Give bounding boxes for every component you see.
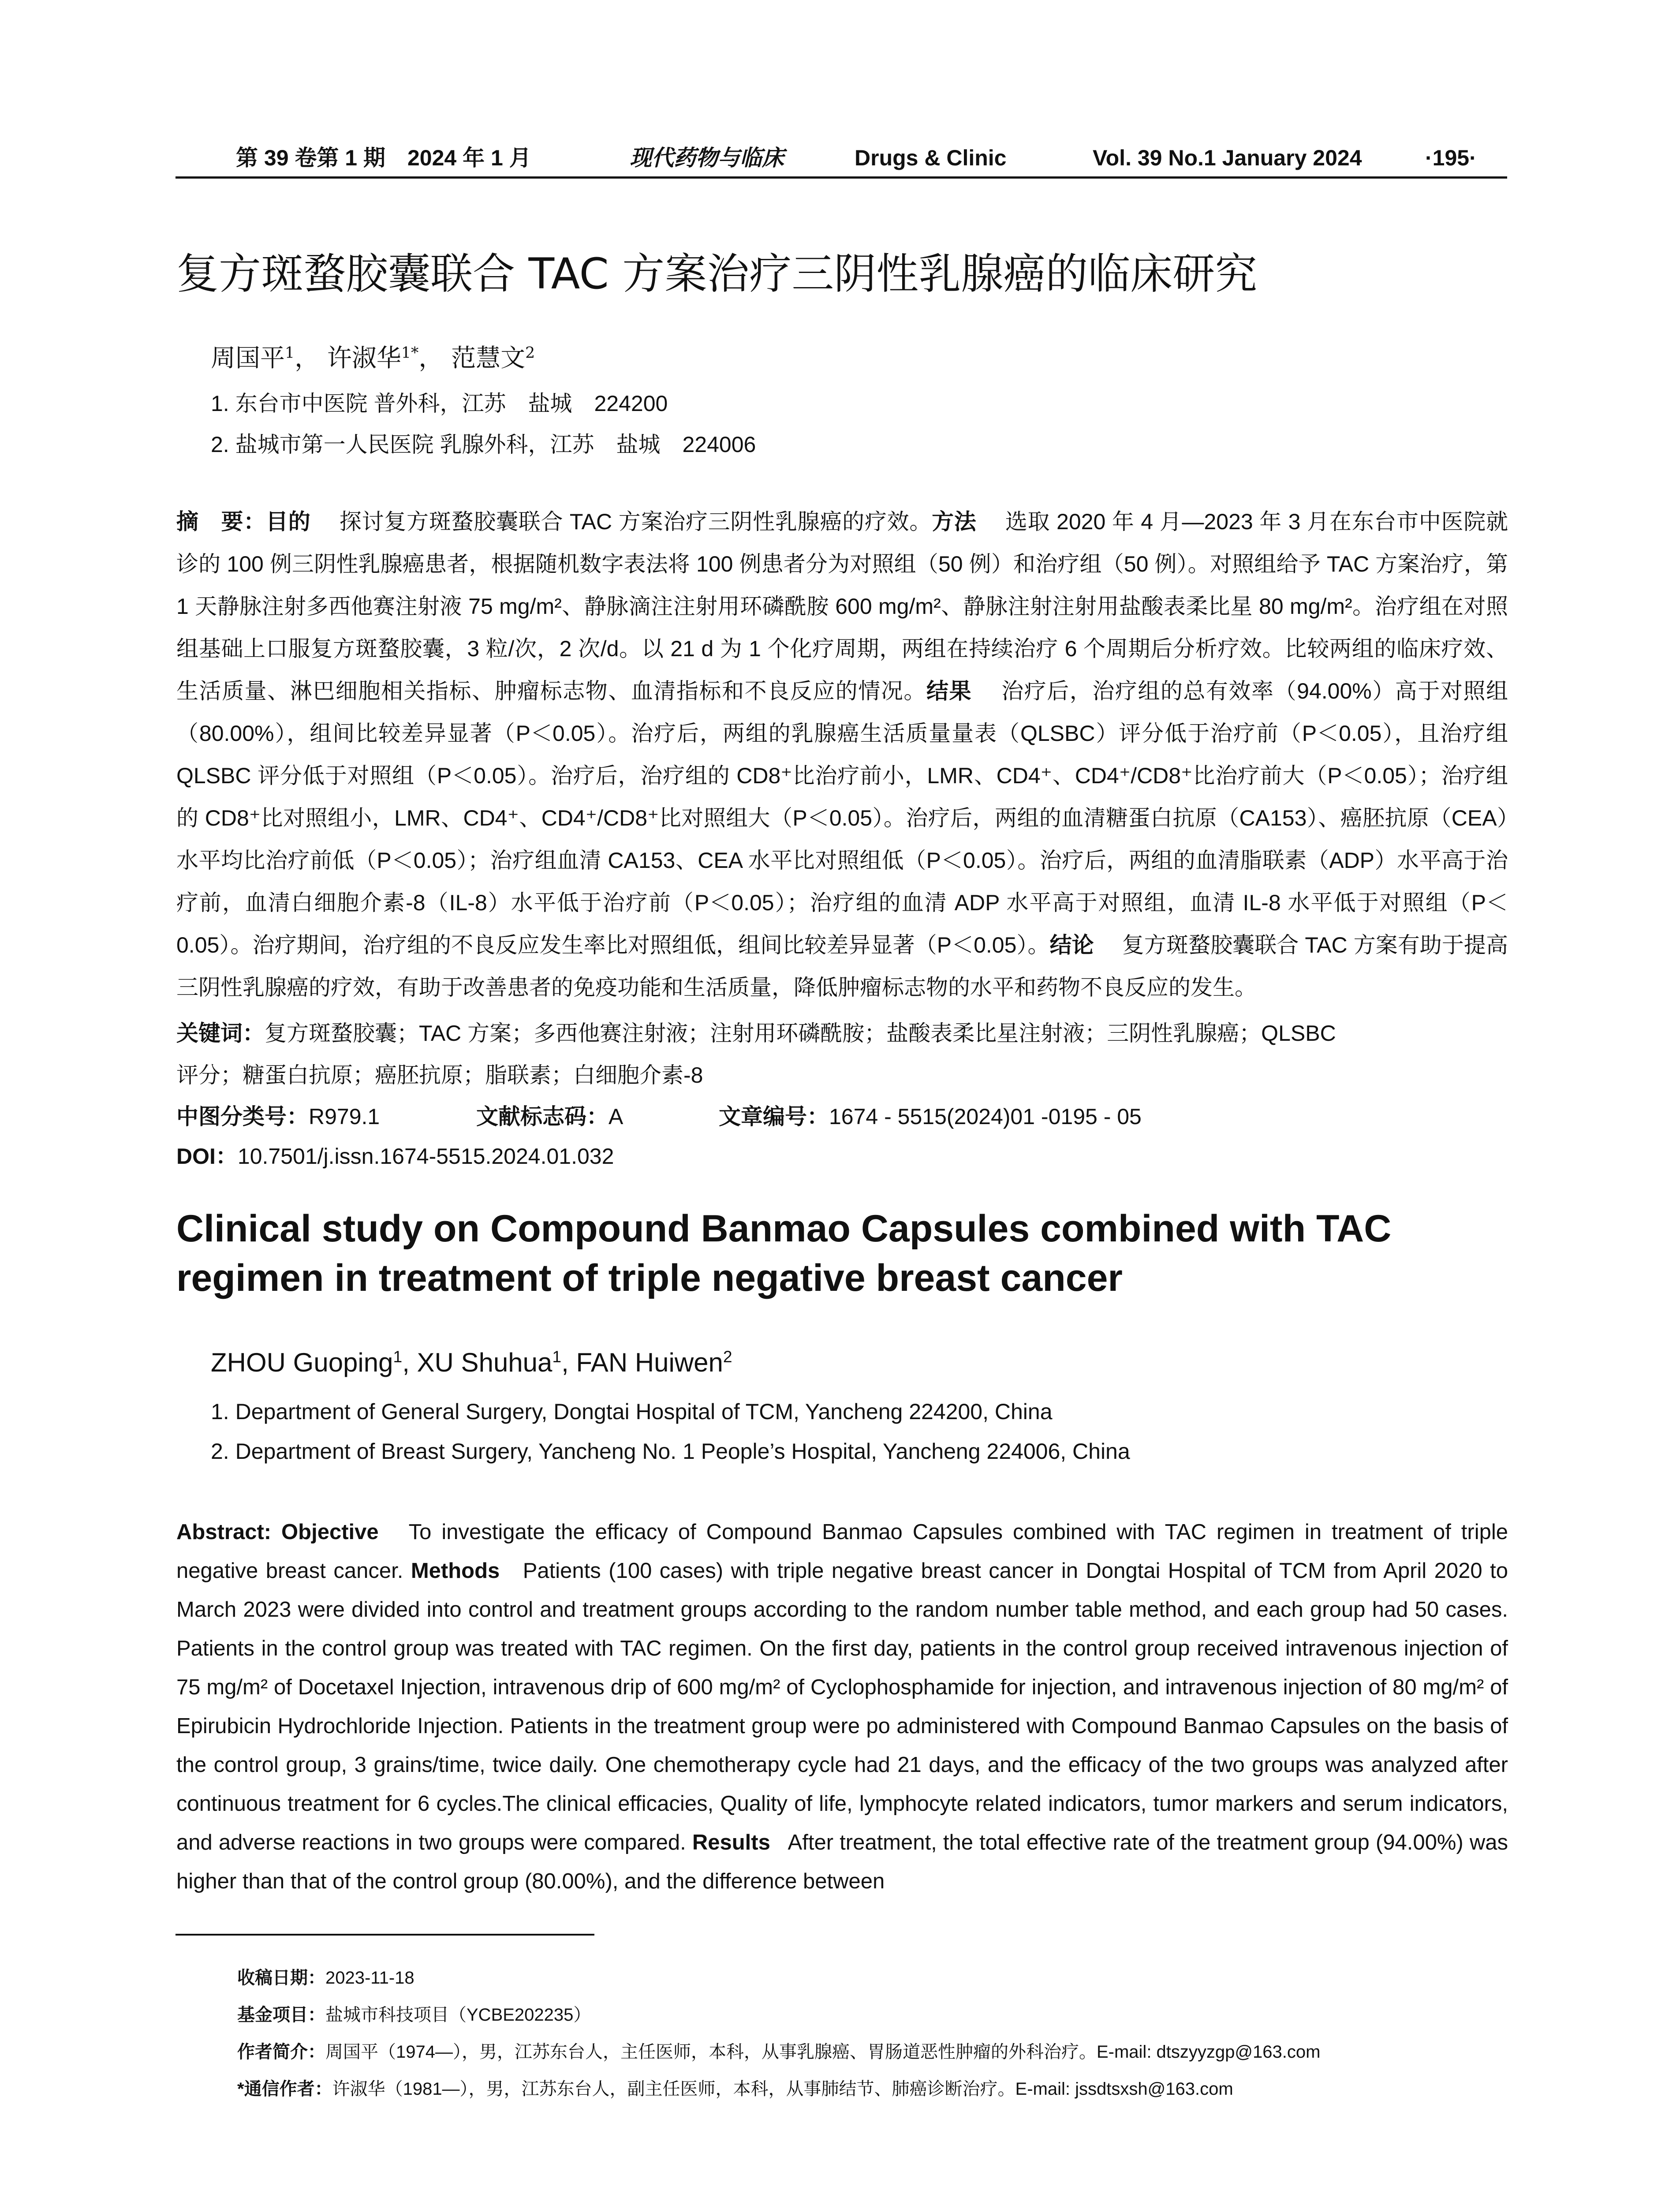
footnote-label: 收稿日期： — [237, 1968, 325, 1988]
cn-results-label: 结果 — [926, 679, 972, 703]
cn-keywords — [176, 1016, 1336, 1047]
en-author-name: XU Shuhua — [417, 1348, 553, 1377]
en-author-name: ZHOU Guoping — [211, 1348, 393, 1377]
footnote-text: 许淑华（1981—），男，江苏东台人，副主任医师，本科，从事肺结节、肺癌诊断治疗。E-mail: jssdtsxsh@163.com — [332, 2079, 1233, 2099]
cn-conclusion-label: 结论 — [1049, 933, 1094, 957]
cn-methods-label: 方法 — [932, 509, 977, 534]
en-abstract-label: Abstract: Objective — [176, 1520, 379, 1544]
en-results-text: After treatment, the total effective rate of the treatment group (94.00%) was higher than that of the control group (80.00%), and the difference between — [176, 1831, 1508, 1893]
footnote-rule — [175, 1934, 594, 1936]
en-author-sup: 1 — [552, 1347, 562, 1366]
footnote-received — [237, 1964, 414, 1989]
cn-author-sup: 1 — [285, 344, 295, 362]
en-methods-text: Patients (100 cases) with triple negative breast cancer in Dongtai Hospital of TCM from April 2020 to March 2023 were divided into control and treatment groups according to the random number table method, and each group had 50 cases. Patients in the control group was treated with TAC regimen. On the first day, patients in the control group received intravenous injection of 75 mg/m² of Docetaxel Injection, intravenous drip of 600 mg/m² of Cyclophosphamide for injection, and intravenous injection of 80 mg/m² of Epirubicin Hydrochloride Injection. Patients in the treatment group were po administered with Compound Banmao Capsules on the basis of the control group, 3 grains/time, twice daily. One chemotherapy cycle had 21 days, and the efficacy of the two groups was analyzed after continuous treatment for 6 cycles.The clinical efficacies, Quality of life, lymphocyte related indicators, tumor markers and serum indicators, and adverse reactions in two groups were compared. — [176, 1559, 1508, 1854]
cn-abstract — [176, 501, 1508, 1009]
footnote-text: 周国平（1974—），男，江苏东台人，主任医师，本科，从事乳腺癌、胃肠道恶性肿瘤的外科治疗。E-mail: dtszyyzgp@163.com — [325, 2042, 1321, 2062]
cn-doccode: A — [609, 1104, 623, 1129]
header-rule — [175, 176, 1507, 179]
cn-classification-line — [176, 1099, 380, 1131]
header-page-number: ·195· — [1425, 146, 1477, 170]
footnote-author-bio — [237, 2038, 1320, 2063]
cn-author-sup: 1* — [401, 344, 419, 362]
cn-results-text: 治疗后，治疗组的总有效率（94.00%）高于对照组（80.00%），组间比较差异显著（P＜0.05）。治疗后，两组的乳腺癌生活质量量表（QLSBC）评分低于治疗前（P＜0.05），且治疗组 QLSBC 评分低于对照组（P＜0.05）。治疗后，治疗组的 CD8⁺比治疗前小，LMR、CD4⁺、CD4⁺/CD8⁺比治疗前大（P＜0.05）；治疗组的 CD8⁺比对照组小，LMR、CD4⁺、CD4⁺/CD8⁺比对照组大（P＜0.05）。治疗后，两组的血清糖蛋白抗原（CA153）、癌胚抗原（CEA）水平均比治疗前低（P＜0.05）；治疗组血清 CA153、CEA 水平比对照组低（P＜0.05）。治疗后，两组的血清脂联素（ADP）水平高于治疗前，血清白细胞介素-8（IL-8）水平低于治疗前（P＜0.05）；治疗组的血清 ADP 水平高于对照组，血清 IL-8 水平低于对照组（P＜0.05）。治疗期间，治疗组的不良反应发生率比对照组低，组间比较差异显著（P＜0.05）。 — [176, 679, 1508, 957]
cn-doi-line — [176, 1139, 614, 1170]
cn-authors: 周国平$^1$， 许淑华$^{1*}$， 范慧文$^2$ — [211, 344, 535, 373]
cn-doi-label: DOI： — [176, 1144, 238, 1169]
en-author-sup: 2 — [723, 1347, 732, 1366]
cn-article-no-line — [719, 1099, 1142, 1131]
cn-article-no: 1674 - 5515(2024)01 -0195 - 05 — [829, 1104, 1142, 1129]
cn-clc-label: 中图分类号： — [176, 1104, 309, 1129]
en-authors: ZHOU Guoping$^1$, XU Shuhua$^1$, FAN Huiwen$^2$ — [211, 1347, 732, 1377]
cn-affiliation: 2. 盐城市第一人民医院 乳腺外科，江苏 盐城 224006 — [211, 432, 756, 457]
en-abstract — [176, 1513, 1508, 1901]
cn-doccode-label: 文献标志码： — [476, 1104, 609, 1129]
cn-objective-text: 探讨复方斑蝥胶囊联合 TAC 方案治疗三阴性乳腺癌的疗效。 — [339, 509, 932, 534]
footnote-corresponding — [237, 2075, 1233, 2100]
en-affiliation: 1. Department of General Surgery, Dongtai Hospital of TCM, Yancheng 224200, China — [211, 1399, 1053, 1424]
header-issue-cn: 第 39 卷第 1 期 2024 年 1 月 — [236, 146, 531, 170]
en-author-sup: 1 — [393, 1347, 403, 1366]
cn-keywords-text: 复方斑蝥胶囊；TAC 方案；多西他赛注射液；注射用环磷酰胺；盐酸表柔比星注射液；三阴性乳腺癌；QLSBC — [265, 1021, 1336, 1046]
en-title: Clinical study on Compound Banmao Capsules combined with TAC regimen in treatment of triple negative breast cancer — [176, 1207, 1392, 1299]
cn-article-no-label: 文章编号： — [719, 1104, 829, 1129]
en-objective-text: To investigate the efficacy of Compound Banmao Capsules combined with TAC regimen in treatment of triple negative breast cancer. — [176, 1520, 1508, 1583]
cn-author-name: 范慧文 — [451, 344, 526, 373]
header-journal-en: Drugs & Clinic — [855, 146, 1007, 170]
header-journal-cn: 现代药物与临床 — [630, 145, 784, 171]
footnote-funding — [237, 2001, 591, 2026]
cn-title: 复方斑蝥胶囊联合 TAC 方案治疗三阴性乳腺癌的临床研究 — [176, 249, 1258, 299]
cn-keywords-cont: 评分；糖蛋白抗原；癌胚抗原；脂联素；白细胞介素-8 — [176, 1063, 703, 1088]
cn-author-name: 周国平 — [211, 344, 285, 373]
footnote-text: 2023-11-18 — [325, 1968, 414, 1988]
cn-affiliation: 1. 东台市中医院 普外科，江苏 盐城 224200 — [211, 391, 668, 416]
header-issue-en: Vol. 39 No.1 January 2024 — [1093, 146, 1362, 170]
en-author-name: FAN Huiwen — [576, 1348, 723, 1377]
cn-methods-text: 选取 2020 年 4 月—2023 年 3 月在东台市中医院就诊的 100 例三阴性乳腺癌患者，根据随机数字表法将 100 例患者分为对照组（50 例）和治疗组（50 例）。对照组给予 TAC 方案治疗，第 1 天静脉注射多西他赛注射液 75 mg/m²、静脉滴注注射用环磷酰胺 600 mg/m²、静脉注射注射用盐酸表柔比星 80 mg/m²。治疗组在对照组基础上口服复方斑蝥胶囊，3 粒/次，2 次/d。以 21 d 为 1 个化疗周期，两组在持续治疗 6 个周期后分析疗效。比较两组的临床疗效、生活质量、淋巴细胞相关指标、肿瘤标志物、血清指标和不良反应的情况。 — [176, 509, 1508, 703]
cn-author-sup: 2 — [525, 344, 535, 362]
cn-keywords-label: 关键词： — [176, 1021, 265, 1046]
cn-conclusion-text: 复方斑蝥胶囊联合 TAC 方案有助于提高三阴性乳腺癌的疗效，有助于改善患者的免疫功能和生活质量，降低肿瘤标志物的水平和药物不良反应的发生。 — [176, 933, 1508, 1000]
en-results-label: Results — [692, 1831, 770, 1854]
cn-objective-label: 目的 — [265, 509, 311, 534]
footnote-label: 作者简介： — [237, 2042, 325, 2062]
en-methods-label: Methods — [411, 1559, 500, 1583]
footnote-label: 基金项目： — [237, 2005, 325, 2025]
cn-doccode-line — [476, 1099, 623, 1131]
cn-author-name: 许淑华 — [327, 344, 401, 373]
footnote-label: *通信作者： — [237, 2079, 332, 2099]
cn-clc: R979.1 — [309, 1104, 380, 1129]
footnote-text: 盐城市科技项目（YCBE202235） — [325, 2005, 591, 2025]
doi-link[interactable]: 10.7501/j.issn.1674-5515.2024.01.032 — [237, 1144, 614, 1169]
cn-abstract-label: 摘 要： — [176, 509, 266, 534]
en-affiliation: 2. Department of Breast Surgery, Yancheng No. 1 People’s Hospital, Yancheng 224006, China — [211, 1439, 1130, 1464]
